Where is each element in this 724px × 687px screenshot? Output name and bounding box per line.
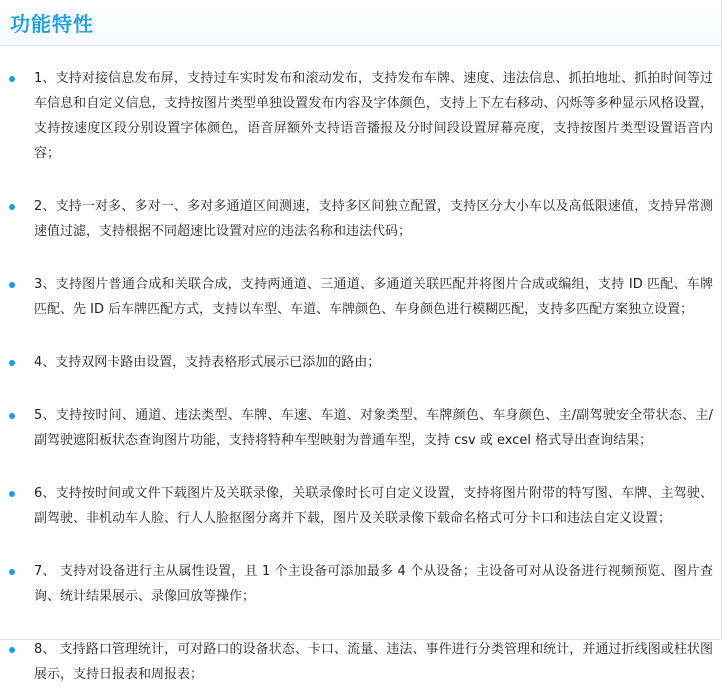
panel-header <box>0 0 721 46</box>
feature-text: 2、支持一对多、多对一、多对多通道区间测速，支持多区间独立配置，支持区分大小车以及高低限速值，支持异常测速值过滤，支持根据不同超速比设置对应的违法名称和违法代码； <box>34 199 713 239</box>
bullet-icon <box>9 491 15 497</box>
feature-text: 4、支持双网卡路由设置，支持表格形式展示已添加的路由； <box>34 355 381 370</box>
bullet-icon <box>9 76 15 82</box>
bullet-icon <box>9 360 15 366</box>
list-item <box>34 194 713 244</box>
bullet-icon <box>9 282 15 288</box>
bullet-icon <box>9 204 15 210</box>
bullet-icon <box>9 413 15 419</box>
bullet-icon <box>9 647 15 653</box>
feature-list <box>0 66 721 687</box>
list-item <box>34 272 713 322</box>
feature-text: 8、 支持路口管理统计，可对路口的设备状态、卡口、流量、违法、事件进行分类管理和统计，并通过折线图或柱状图展示，支持日报表和周报表； <box>34 642 713 682</box>
feature-text: 1、支持对接信息发布屏，支持过车实时发布和滚动发布，支持发布车牌、速度、违法信息、抓拍地址、抓拍时间等过车信息和自定义信息，支持按图片类型单独设置发布内容及字体颜色，支持上下左右移动、闪烁等多种显示风格设置，支持按速度区段分别设置字体颜色，语音屏额外支持语音播报及分时间段设置屏幕亮度，支持按图片类型设置语音内容； <box>34 71 713 161</box>
list-item <box>34 66 713 166</box>
list-item <box>34 403 713 453</box>
list-item <box>34 559 713 609</box>
feature-text: 3、支持图片普通合成和关联合成，支持两通道、三通道、多通道关联匹配并将图片合成或编组，支持 ID 匹配、车牌匹配、先 ID 后车牌匹配方式，支持以车型、车道、车牌颜色、车身颜色进行模糊匹配，支持多匹配方案独立设置； <box>34 277 713 317</box>
list-item <box>34 637 713 687</box>
feature-text: 6、支持按时间或文件下载图片及关联录像，关联录像时长可自定义设置，支持将图片附带的特写图、车牌、主驾驶、副驾驶、非机动车人脸、行人人脸抠图分离并下载，图片及关联录像下载命名格式可分卡口和违法自定义设置； <box>34 486 713 526</box>
feature-text: 7、 支持对设备进行主从属性设置，且 1 个主设备可添加最多 4 个从设备；主设备可对从设备进行视频预览、图片查询、统计结果展示、录像回放等操作； <box>34 564 713 604</box>
feature-text: 5、支持按时间、通道、违法类型、车牌、车速、车道、对象类型、车牌颜色、车身颜色、主/副驾驶安全带状态、主/副驾驶遮阳板状态查询图片功能，支持将特种车型映射为普通车型，支持 csv 或 excel 格式导出查询结果； <box>34 408 713 448</box>
list-item <box>34 350 713 375</box>
page-title: 功能特性 <box>10 12 94 36</box>
bullet-icon <box>9 569 15 575</box>
list-item <box>34 481 713 531</box>
